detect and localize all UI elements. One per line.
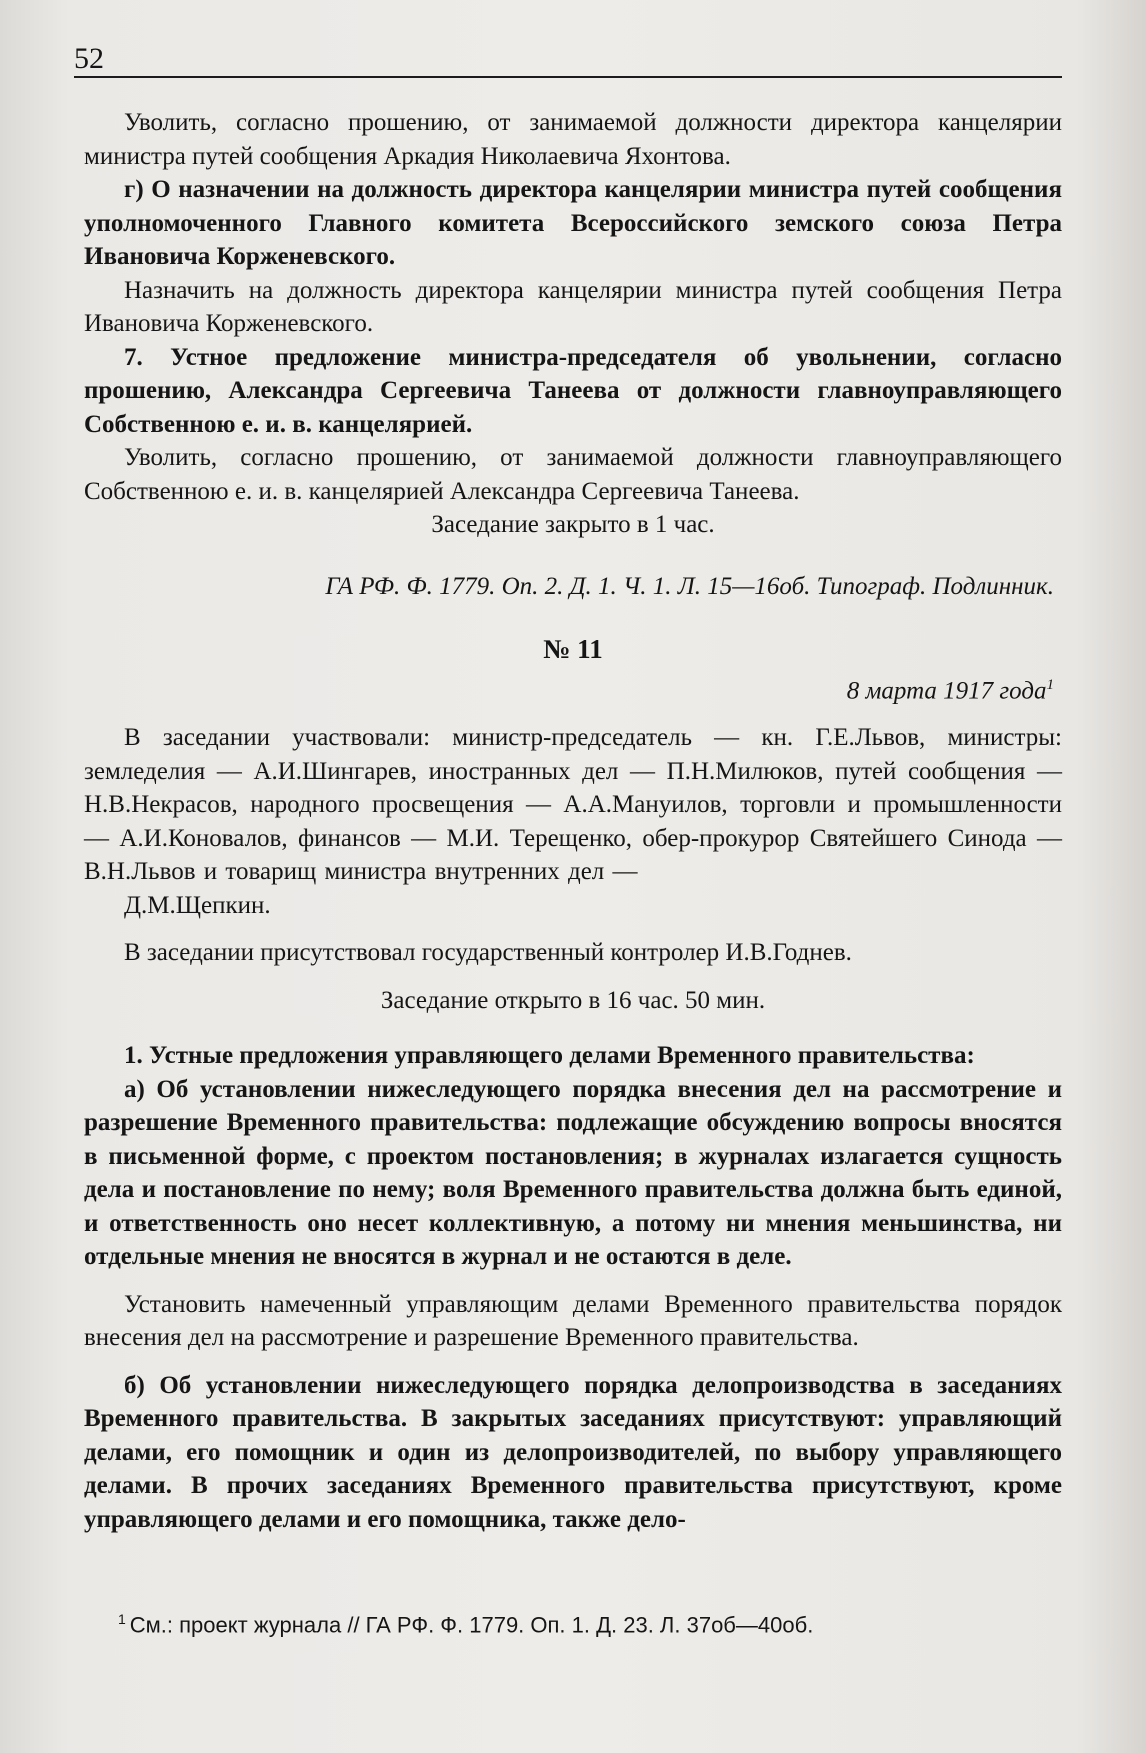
spacer <box>84 1355 1062 1369</box>
paragraph-item-7-heading: 7. Устное предложение министра-председателя об увольнении, согласно прошению, Александра Сергеевича Танеева от должности главноуправляющего Собственною е. и. в. канцелярией. <box>84 343 1062 438</box>
header-rule <box>74 76 1062 78</box>
participants-list: В заседании участвовали: министр-председатель — кн. Г.Е.Львов, министры: земледелия — А.И.Шингарев, иностранных дел — П.Н.Милюков, путей сообщения — Н.В.Некрасов, народного просвещения — А.А.Мануилов, торговли и промышленности — А.И.Коновалов, финансов — М.И. Терещенко, обер-прокурор Святейшего Синода — В.Н.Львов и товарищ министра внутренних дел — <box>84 724 1062 886</box>
spacer <box>84 1274 1062 1288</box>
spacer <box>84 970 1062 984</box>
paragraph-dismiss-taneev: Уволить, согласно прошению, от занимаемой должности главноуправляющего Собственною е. и. в. канцелярией Александра Сергеевича Танеева. <box>84 444 1062 505</box>
meeting-closed: Заседание закрыто в 1 час. <box>431 511 715 538</box>
spacer <box>84 922 1062 936</box>
document-date-text: 8 марта 1917 года <box>846 676 1047 704</box>
paragraph-appointment-heading: г) О назначении на должность директора канцелярии министра путей сообщения уполномоченного Главного комитета Всероссийского земского союза Петра Ивановича Корженевского. <box>84 176 1062 270</box>
footnote-text: См.: проект журнала // ГА РФ. Ф. 1779. Оп. 1. Д. 23. Л. 37об—40об. <box>129 1612 814 1638</box>
archive-source: ГА РФ. Ф. 1779. Оп. 2. Д. 1. Ч. 1. Л. 15—16об. Типограф. Подлинник. <box>325 572 1054 600</box>
document-date <box>84 669 1054 708</box>
paragraph-appoint-korzhenevsky: Назначить на должность директора канцелярии министра путей сообщения Петра Ивановича Корженевского. <box>84 276 1062 337</box>
page-number: 52 <box>74 42 104 75</box>
page-content <box>84 106 1062 1536</box>
item-1a-decision: Установить намеченный управляющим делами Временного правительства порядок внесения дел на рассмотрение и разрешение Временного правительства. <box>84 1290 1062 1352</box>
controller-present: В заседании присутствовал государственный контролер И.В.Годнев. <box>124 939 852 967</box>
footnote <box>118 1605 813 1639</box>
spacer <box>84 1017 1062 1039</box>
document-number: № 11 <box>543 634 603 664</box>
participants-list-end: Д.М.Щепкин. <box>124 891 271 919</box>
date-footnote-mark: 1 <box>1046 676 1054 693</box>
item-1a-text: а) Об установлении нижеследующего порядка внесения дел на рассмотрение и разрешение Временного правительства: подлежащие обсуждению вопросы вносятся в письменной форме, с проектом постановления; в журналах излагается сущность дела и постановление по нему; воля Временного правительства должна быть единой, и ответственность оно несет коллективную, а потому ни мнения меньшинства, ни отдельные мнения не вносятся в журнал и не остаются в деле. <box>84 1075 1062 1271</box>
spacer <box>84 707 1062 721</box>
meeting-opened: Заседание открыто в 16 час. 50 мин. <box>380 986 766 1014</box>
footnote-mark: 1 <box>118 1611 126 1627</box>
item-1b-text: б) Об установлении нижеследующего порядка делопроизводства в заседаниях Временного правительства. В закрытых заседаниях присутствуют: управляющий делами, его помощник и один из делопроизводителей, по выбору управляющего делами. В прочих заседаниях Временного правительства присутствуют, кроме управляющего делами и его помощника, также дело- <box>84 1371 1062 1533</box>
paragraph-dismiss-yakhontov: Уволить, согласно прошению, от занимаемой должности директора канцелярии министра путей сообщения Аркадия Николаевича Яхонтова. <box>84 109 1062 170</box>
item-1-heading: 1. Устные предложения управляющего делами Временного правительства: <box>124 1042 975 1070</box>
